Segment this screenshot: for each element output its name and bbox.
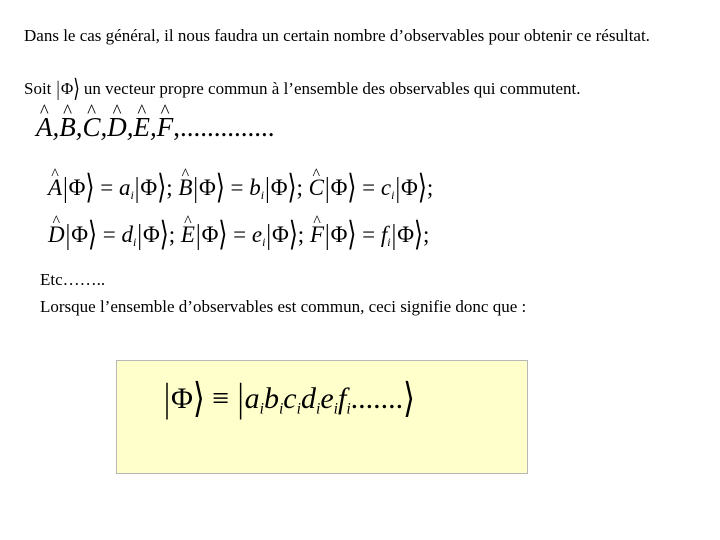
phi-ket xyxy=(391,216,424,253)
quantum-number-c: c xyxy=(283,382,297,415)
eigenvalue-f: f xyxy=(380,222,388,247)
operator-d: ^ D xyxy=(48,222,65,248)
operator-a: ^ A xyxy=(48,175,62,201)
phi-symbol: Φ xyxy=(330,222,348,247)
ket-angle: ⟩ xyxy=(157,169,167,206)
phi-ket xyxy=(195,216,228,253)
ket-bar: | xyxy=(63,171,68,203)
eigenvalue-index: i xyxy=(391,188,395,203)
phi-symbol: Φ xyxy=(401,175,418,200)
ket-bar: | xyxy=(265,171,270,203)
final-equation xyxy=(163,376,415,421)
ket-angle: ⟩ xyxy=(85,169,95,206)
equals-sign: = xyxy=(356,222,381,247)
phi-ket xyxy=(324,169,357,206)
ket-angle: ⟩ xyxy=(288,216,298,253)
equals-sign: = xyxy=(356,175,381,200)
ket-bar: | xyxy=(266,218,271,250)
ket-angle: ⟩ xyxy=(159,216,169,253)
phi-symbol: Φ xyxy=(68,175,86,200)
ket-bar: | xyxy=(391,218,397,250)
quantum-number-f: f xyxy=(337,382,347,415)
phi-symbol: Φ xyxy=(330,175,348,200)
phi-symbol: Φ xyxy=(270,175,288,200)
phi-ket xyxy=(264,169,297,206)
separator: ; xyxy=(166,175,173,200)
quantum-number-index: i xyxy=(296,400,301,418)
phi-ket xyxy=(324,216,357,253)
operator-e: ^ E xyxy=(181,222,195,248)
operators-ellipsis: ,.............. xyxy=(173,112,275,142)
separator: ; xyxy=(296,175,303,200)
eigenvalue-index: i xyxy=(260,188,265,203)
ket-bar: | xyxy=(325,171,330,203)
phi-symbol: Φ xyxy=(142,222,160,247)
ket-bar: | xyxy=(134,171,140,203)
equals-sign: = xyxy=(97,222,122,247)
eigenvalue-index: i xyxy=(387,235,391,250)
operator-d: ^ D xyxy=(107,112,127,143)
eigenvalue-d: d xyxy=(121,222,134,247)
soit-line xyxy=(24,74,581,103)
separator: ; xyxy=(168,222,176,247)
eigenvalue-a: a xyxy=(118,175,131,200)
phi-ket xyxy=(192,169,225,206)
phi-symbol: Φ xyxy=(171,382,193,415)
equivalence-sign: ≡ xyxy=(204,382,237,415)
ket-angle: ⟩ xyxy=(287,169,297,206)
operator-b: ^ B xyxy=(59,112,76,143)
ket-bar: | xyxy=(137,218,142,250)
phi-symbol: Φ xyxy=(140,175,158,200)
ket-bar: | xyxy=(325,218,330,250)
eigen-equations-row-1 xyxy=(48,169,434,206)
eigenvalue-index: i xyxy=(262,235,266,250)
phi-ket xyxy=(65,216,98,253)
eigenvalue-c: c xyxy=(380,175,392,200)
ket-angle: ⟩ xyxy=(403,376,415,421)
quantum-number-index: i xyxy=(346,400,351,418)
phi-symbol: Φ xyxy=(272,222,289,247)
quantum-number-index: i xyxy=(333,400,338,418)
phi-symbol: Φ xyxy=(397,222,415,247)
operator-c: ^ C xyxy=(83,112,101,143)
intro-paragraph: Dans le cas général, il nous faudra un certain nombre d’observables pour obtenir ce résultat. xyxy=(24,26,650,45)
phi-ket-final xyxy=(163,376,205,421)
ket-angle: ⟩ xyxy=(347,169,357,206)
separator: ; xyxy=(423,222,430,247)
phi-symbol: Φ xyxy=(199,175,216,200)
operator-e: ^ E xyxy=(134,112,151,143)
etc-text: Etc…….. xyxy=(40,270,106,289)
phi-ket xyxy=(265,216,298,253)
ket-angle: ⟩ xyxy=(347,216,357,253)
ket-angle: ⟩ xyxy=(218,216,228,253)
phi-symbol: Φ xyxy=(71,222,89,247)
eigenvalue-b: b xyxy=(249,175,261,200)
eigenvalue-index: i xyxy=(130,188,134,203)
ket-angle: ⟩ xyxy=(192,376,205,421)
operator-a: ^ A xyxy=(36,112,53,143)
quantum-number-a: a xyxy=(244,382,260,415)
operators-list: ^ A,^ B,^ C,^ D,^ E,^ F,.............. xyxy=(36,112,275,143)
ket-bar: | xyxy=(195,218,201,250)
operator-c: ^ C xyxy=(309,175,324,201)
phi-ket xyxy=(136,216,169,253)
ket-angle: ⟩ xyxy=(88,216,98,253)
equals-sign: = xyxy=(94,175,119,200)
phi-ket xyxy=(394,169,427,206)
phi-ket-inline: |Φ⟩ xyxy=(56,74,80,103)
operator-f: ^ F xyxy=(157,112,174,143)
equals-sign: = xyxy=(224,175,250,200)
quantum-number-index: i xyxy=(278,400,284,418)
ket-bar: | xyxy=(65,218,71,250)
separator: ; xyxy=(297,222,305,247)
eigenvalue-e: e xyxy=(251,222,263,247)
phi-symbol: Φ xyxy=(201,222,219,247)
equals-sign: = xyxy=(227,222,252,247)
ket-bar: | xyxy=(193,171,198,203)
operator-b: ^ B xyxy=(178,175,192,201)
phi-ket xyxy=(62,169,95,206)
operator-f: ^ F xyxy=(310,222,324,248)
quantum-number-e: e xyxy=(320,382,334,415)
ket-angle: ⟩ xyxy=(414,216,424,253)
ket-angle: ⟩ xyxy=(417,169,427,206)
quantum-number-b: b xyxy=(263,382,279,415)
phi-symbol: Φ xyxy=(60,79,74,98)
ket-angle: ⟩ xyxy=(215,169,225,206)
eigen-equations-row-2 xyxy=(48,216,430,253)
ket-bar: | xyxy=(164,376,171,421)
separator: ; xyxy=(426,175,434,200)
phi-ket xyxy=(134,169,167,206)
quantum-number-index: i xyxy=(315,400,321,418)
eigenvalue-index: i xyxy=(133,235,137,250)
quantum-number-d: d xyxy=(300,382,316,415)
quantum-number-index: i xyxy=(259,400,264,418)
final-dots: ....... xyxy=(350,382,404,415)
soit-rest: un vecteur propre commun à l’ensemble des observables qui commutent. xyxy=(83,79,581,98)
ket-bar: | xyxy=(395,171,401,203)
ket-bar: | xyxy=(237,376,244,421)
conclusion-text: Lorsque l’ensemble d’observables est commun, ceci signifie donc que : xyxy=(40,297,527,316)
soit-label: Soit xyxy=(24,79,52,98)
final-equation-box xyxy=(116,360,528,474)
